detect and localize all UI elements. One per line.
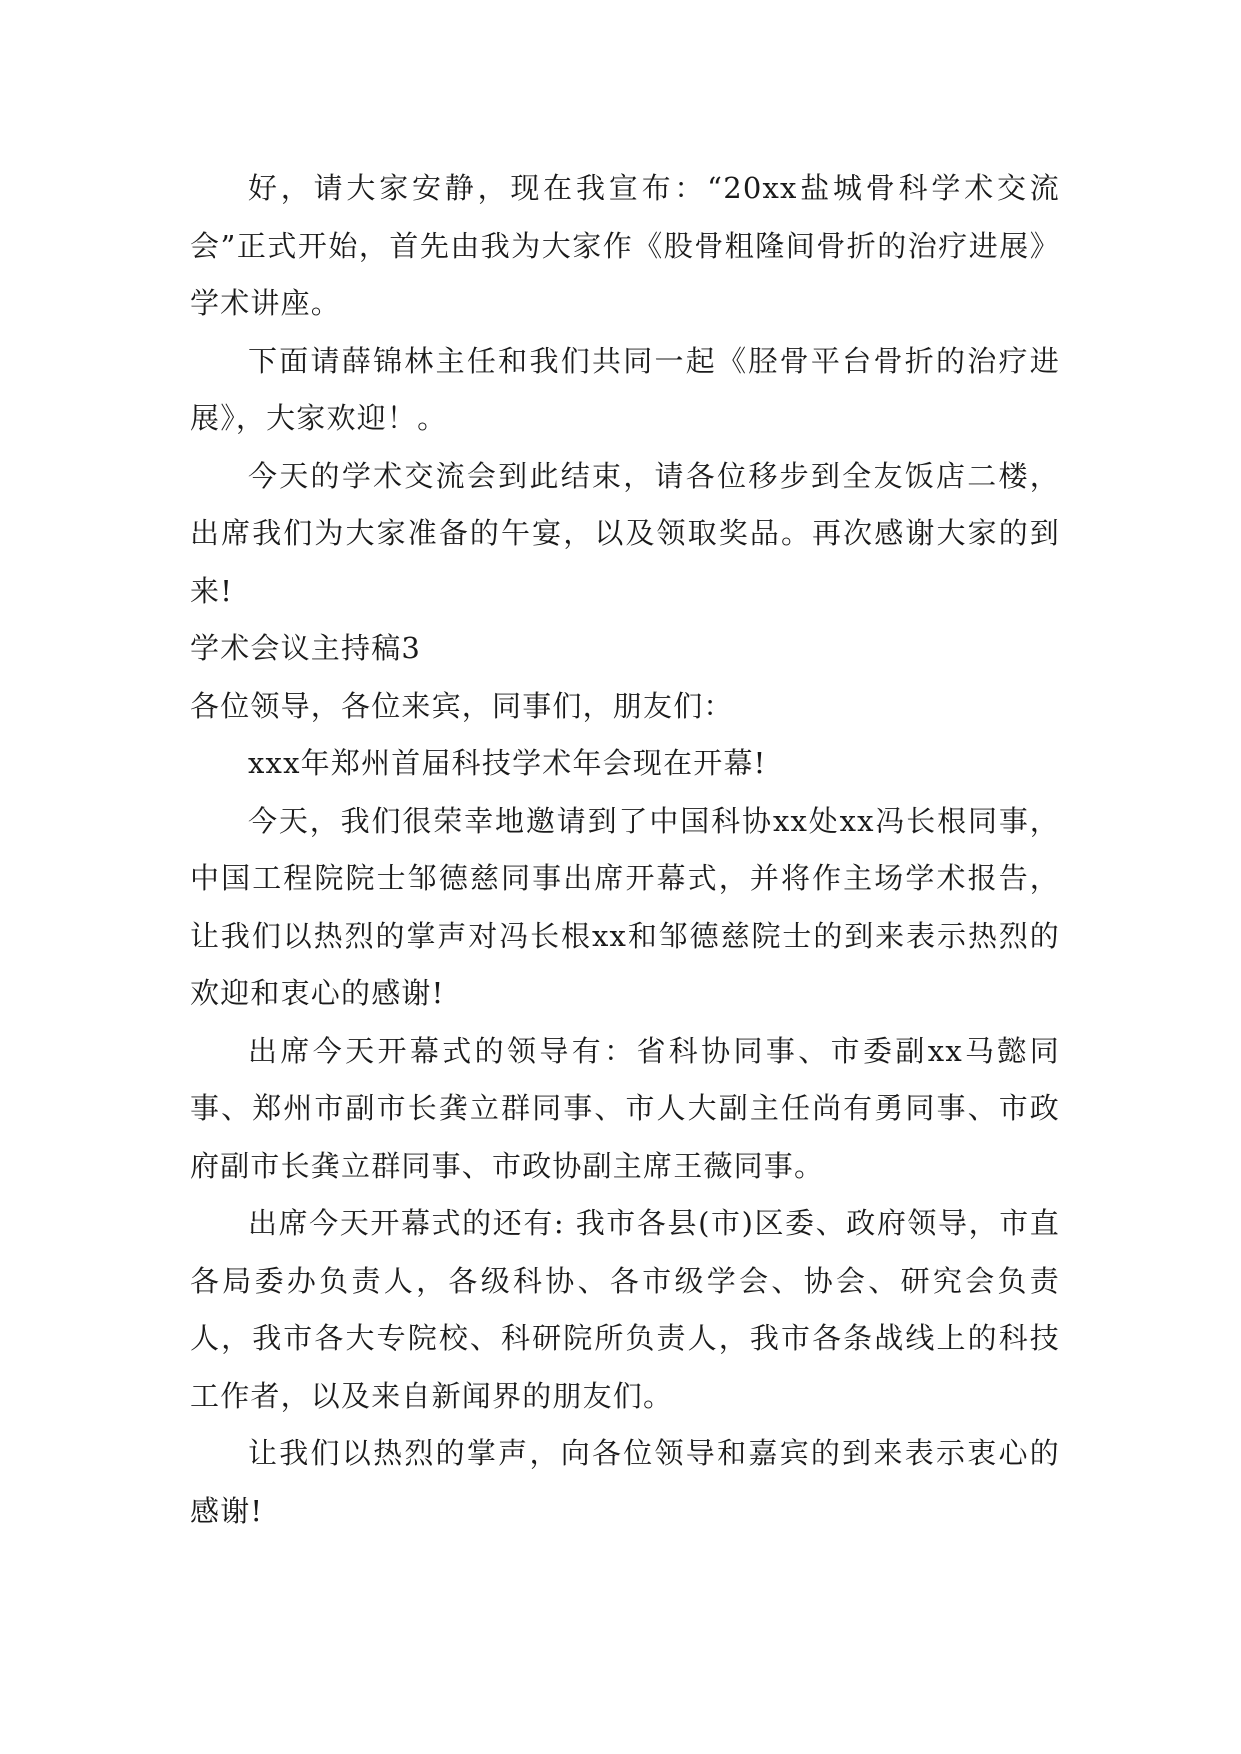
paragraph-attendees: 出席今天开幕式的还有: 我市各县(市)区委、政府领导，市直各局委办负责人，各级科协、各市级学会、协会、研究会负责人，我市各大专院校、科研院所负责人，我市各条战线上的科技工作者，以及来自新闻界的朋友们。 — [190, 1206, 1060, 1413]
document-body — [190, 160, 1060, 1540]
paragraph-opening: 好，请大家安静，现在我宣布：“20xx盐城骨科学术交流会”正式开始，首先由我为大家作《股骨粗隆间骨折的治疗进展》学术讲座。 — [190, 171, 1060, 320]
paragraph-invitation: 下面请薛锦林主任和我们共同一起《胫骨平台骨折的治疗进展》，大家欢迎！。 — [190, 343, 1060, 435]
paragraph-leaders: 出席今天开幕式的领导有：省科协同事、市委副xx马懿同事、郑州市副市长龚立群同事、市人大副主任尚有勇同事、市政府副市长龚立群同事、市政协副主席王薇同事。 — [190, 1033, 1060, 1183]
paragraph-guests: 今天，我们很荣幸地邀请到了中国科协xx处xx冯长根同事，中国工程院院士邹德慈同事出席开幕式，并将作主场学术报告，让我们以热烈的掌声对冯长根xx和邹德慈院士的到来表示热烈的欢迎和衷心的感谢! — [190, 803, 1060, 1010]
section-heading: 学术会议主持稿3 — [190, 631, 422, 665]
paragraph-opening-announcement: xxx年郑州首届科技学术年会现在开幕! — [248, 746, 767, 780]
paragraph-closing: 今天的学术交流会到此结束，请各位移步到全友饭店二楼，出席我们为大家准备的午宴，以及领取奖品。再次感谢大家的到来! — [190, 458, 1060, 608]
paragraph-thanks: 让我们以热烈的掌声，向各位领导和嘉宾的到来表示衷心的感谢! — [190, 1436, 1060, 1528]
salutation: 各位领导，各位来宾，同事们，朋友们： — [190, 688, 734, 723]
